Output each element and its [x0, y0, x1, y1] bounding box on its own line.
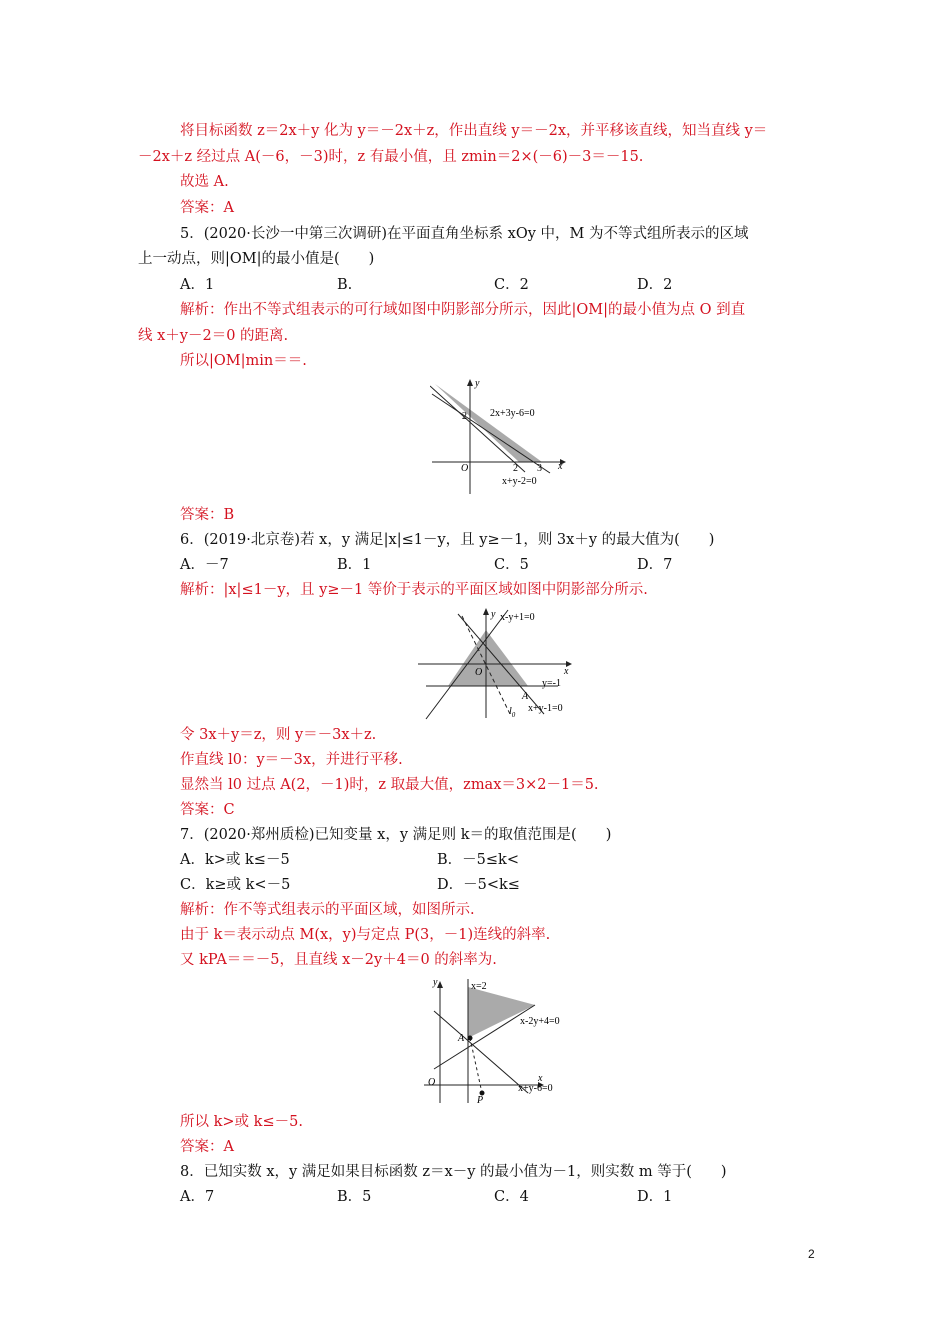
- answer-line: 答案：B: [180, 507, 235, 523]
- question-8-line: 8．已知实数 x，y 满足如果目标函数 z＝x－y 的最小值为－1，则实数 m 等于( ): [180, 1164, 727, 1180]
- line-label: x-y+1=0: [500, 612, 535, 623]
- x-axis-label: x: [538, 1073, 543, 1084]
- text-line: 所以|OM|min＝＝.: [180, 353, 307, 369]
- text-line: 解析：|x|≤1－y，且 y≥－1 等价于表示的平面区域如图中阴影部分所示.: [180, 582, 648, 598]
- answer-line: 答案：C: [180, 802, 235, 818]
- origin-label: O: [428, 1077, 436, 1088]
- page-number: 2: [808, 1247, 815, 1261]
- text-line: －2x＋z 经过点 A(－6，－3)时，z 有最小值，且 zmin＝2×(－6)－3＝－15.: [138, 149, 644, 165]
- question-5-line: 上一动点，则|OM|的最小值是( ): [138, 251, 375, 267]
- x-axis-label: x: [564, 666, 569, 677]
- text-line: 显然当 l0 过点 A(2，－1)时，z 取最大值，zmax＝3×2－1＝5.: [180, 777, 599, 793]
- text-line: 又 kPA＝＝－5，且直线 x－2y＋4＝0 的斜率为.: [180, 952, 497, 968]
- tick-label: 2: [513, 463, 518, 474]
- text-line: 解析：作不等式组表示的平面区域，如图所示.: [180, 902, 475, 918]
- option-d: D．2: [637, 277, 673, 293]
- origin-label: O: [461, 463, 469, 474]
- point-label: A: [458, 1033, 465, 1044]
- text-line: 令 3x＋y＝z，则 y＝－3x＋z.: [180, 727, 377, 743]
- option-c: C．4: [494, 1189, 529, 1205]
- option-d: D．7: [637, 557, 673, 573]
- line-label: x=2: [471, 981, 487, 992]
- point-label: A: [522, 691, 529, 702]
- text-line: 由于 k＝表示动点 M(x，y)与定点 P(3，－1)连线的斜率.: [180, 927, 551, 943]
- y-axis-label: y: [491, 609, 496, 620]
- tick-label: 3: [537, 463, 542, 474]
- text-line: 将目标函数 z＝2x＋y 化为 y＝－2x＋z，作出直线 y＝－2x，并平移该直线，知当直线 y＝: [180, 123, 768, 139]
- option-a: A．7: [180, 1189, 215, 1205]
- line-label: 2x+3y-6=0: [490, 408, 535, 419]
- question-6-line: 6．(2019·北京卷)若 x，y 满足|x|≤1－y，且 y≥－1，则 3x＋y 的最大值为( ): [180, 532, 715, 548]
- option-a: A．1: [180, 277, 215, 293]
- option-b: B．1: [337, 557, 372, 573]
- text-line: 作直线 l0：y＝－3x，并进行平移.: [180, 752, 403, 768]
- y-axis-label: y: [433, 977, 438, 988]
- line-label: x-2y+4=0: [520, 1016, 560, 1027]
- line-label: x+y-1=0: [528, 703, 563, 714]
- text-line: 线 x＋y－2＝0 的距离.: [138, 328, 289, 344]
- x-axis-label: x: [558, 461, 563, 472]
- option-c: C．k≥或 k<－5: [180, 877, 291, 893]
- figure-feasible-region-2: [418, 602, 588, 720]
- option-d: D．1: [637, 1189, 673, 1205]
- question-7-line: 7．(2020·郑州质检)已知变量 x，y 满足则 k＝的取值范围是( ): [180, 827, 612, 843]
- option-a: A．k>或 k≤－5: [180, 852, 290, 868]
- answer-line: 答案：A: [180, 200, 234, 216]
- option-a: A．－7: [180, 557, 229, 573]
- option-b: B．5: [337, 1189, 372, 1205]
- figure-feasible-region-1: [430, 374, 570, 496]
- question-5-line: 5．(2020·长沙一中第三次调研)在平面直角坐标系 xOy 中，M 为不等式组所表示的区域: [180, 226, 749, 242]
- line-label: x+y-6=0: [518, 1083, 553, 1094]
- option-d: D．－5<k≤: [437, 877, 520, 893]
- text-line: 解析：作出不等式组表示的可行域如图中阴影部分所示，因此|OM|的最小值为点 O 到直: [180, 302, 746, 318]
- origin-label: O: [475, 667, 483, 678]
- tick-label: 2: [462, 411, 467, 422]
- option-b: B.: [337, 277, 353, 293]
- option-c: C．5: [494, 557, 529, 573]
- line-label: y=-1: [542, 678, 561, 689]
- option-c: C．2: [494, 277, 529, 293]
- answer-line: 答案：A: [180, 1139, 234, 1155]
- text-line: 所以 k>或 k≤－5.: [180, 1114, 303, 1130]
- line-label-l0: $l_0$: [509, 706, 516, 719]
- figure-feasible-region-3: [420, 975, 590, 1105]
- y-axis-label: y: [475, 378, 480, 389]
- option-b: B．－5≤k<: [437, 852, 519, 868]
- line-label: x+y-2=0: [502, 476, 537, 487]
- point-label: P: [477, 1095, 484, 1105]
- text-line: 故选 A.: [180, 174, 229, 190]
